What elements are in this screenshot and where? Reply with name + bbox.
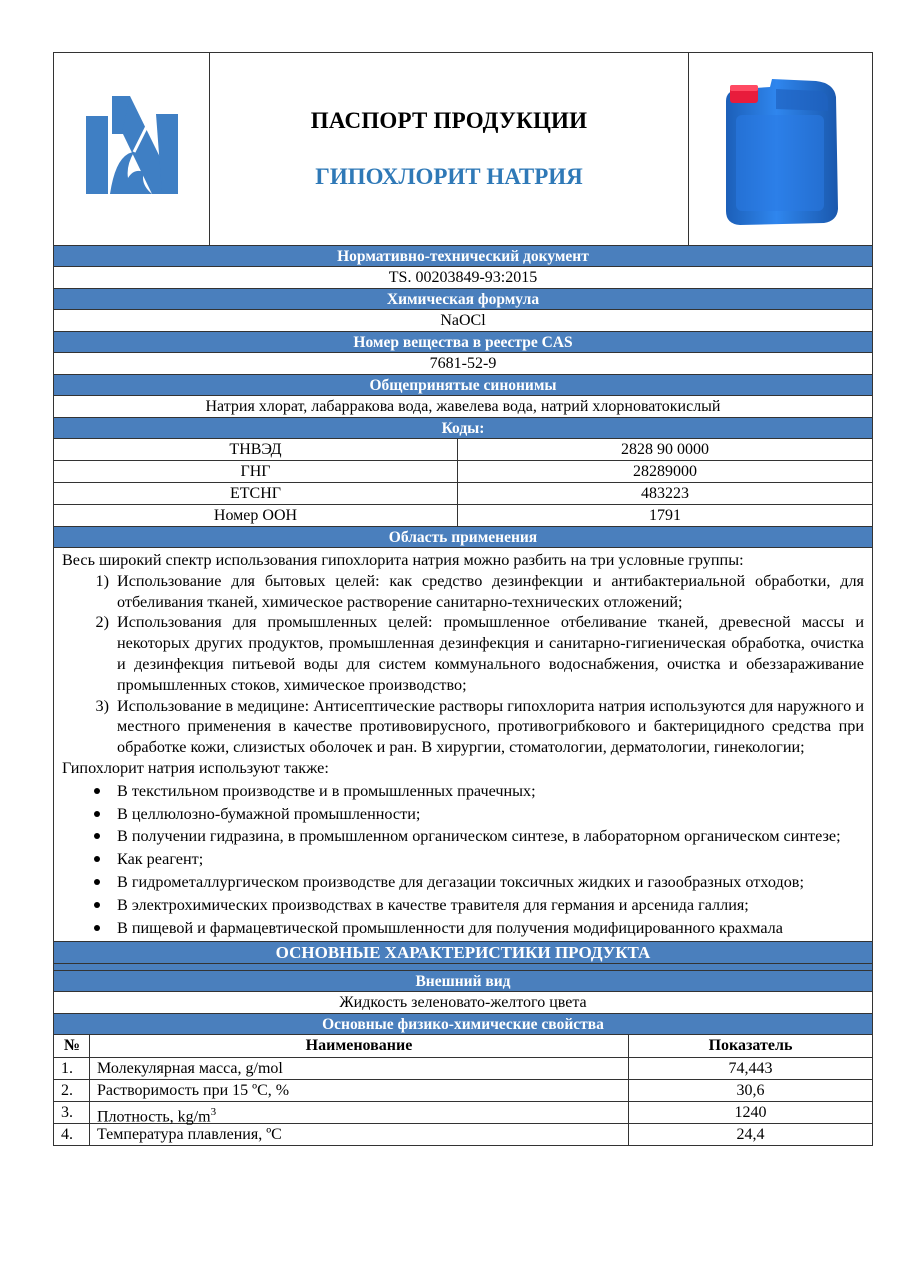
page-title: ПАСПОРТ ПРОДУКЦИИ (310, 108, 588, 133)
application-also: Гипохлорит натрия используют также: (62, 758, 329, 777)
bullet-icon (62, 849, 117, 870)
header-name: Наименование (90, 1035, 629, 1057)
synonyms-label: Общепринятые синонимы (53, 375, 873, 396)
formula-value: NaOCl (53, 310, 873, 332)
row-name: Растворимость при 15 ºС, % (90, 1080, 629, 1101)
synonyms-value: Натрия хлорат, лабарракова вода, жавелева вода, натрий хлорноватокислый (53, 396, 873, 418)
bullet-text: Как реагент; (117, 850, 204, 869)
group-item (62, 612, 864, 695)
passport-page (53, 52, 873, 1146)
group-item (62, 696, 864, 758)
divider-band (53, 964, 873, 971)
group-text: Использование для бытовых целей: как средство дезинфекции и антибактериальной обработки, для отбеливания тканей, химическое растворение санитарно-технических отложений; (117, 571, 864, 611)
row-num: 4. (54, 1124, 90, 1145)
header-value: Показатель (708, 1037, 793, 1055)
bullet-text: В электрохимических производствах в качестве травителя для германия и арсенида галлия; (117, 895, 749, 914)
bullet-icon (62, 872, 117, 893)
company-logo-icon (82, 94, 182, 204)
code-name: ГНГ (54, 461, 458, 482)
code-name: ЕТСНГ (54, 483, 458, 504)
group-marker: 3) (95, 696, 109, 715)
bullet-text: В целлюлозно-бумажной промышленности; (117, 804, 421, 823)
bullet-icon (62, 895, 117, 916)
properties-table (53, 1035, 873, 1146)
bullet-icon (62, 781, 117, 802)
appearance-label: Внешний вид (53, 971, 873, 992)
bullet-item (62, 918, 864, 939)
row-value: 74,443 (728, 1060, 773, 1078)
table-row (54, 1101, 872, 1126)
row-name: Молекулярная масса, g/mol (90, 1058, 629, 1079)
bullet-text: В гидрометаллургическом производстве для дегазации токсичных жидких и газообразных отходов; (117, 872, 804, 891)
header (53, 52, 873, 246)
row-value: 1240 (734, 1104, 767, 1122)
cas-label: Номер вещества в реестре CAS (53, 332, 873, 353)
code-value: 1791 (649, 507, 681, 524)
table-header (54, 1035, 872, 1057)
bullet-icon (62, 918, 117, 939)
bullet-text: В получении гидразина, в промышленном органическом синтезе, в лабораторном органическом синтезе; (117, 827, 841, 846)
table-row (54, 1123, 872, 1145)
cas-value: 7681-52-9 (53, 353, 873, 375)
title-cell (210, 53, 688, 245)
bullet-text: В пищевой и фармацевтической промышленности для получения модифицированного крахмала (117, 918, 783, 937)
product-image-cell (688, 53, 872, 245)
header-num: № (54, 1035, 90, 1057)
bullet-item (62, 826, 864, 847)
code-value: 483223 (641, 485, 689, 502)
code-name: ТНВЭД (54, 439, 458, 460)
table-row (54, 1057, 872, 1079)
code-row (53, 505, 873, 527)
row-name-cell (90, 1102, 629, 1126)
codes-label: Коды: (53, 418, 873, 439)
bullet-item (62, 895, 864, 916)
row-num: 2. (54, 1080, 90, 1101)
row-num: 3. (54, 1102, 90, 1123)
application-intro: Весь широкий спектр использования гипохлорита натрия можно разбить на три условные группы: (62, 551, 744, 569)
code-value: 28289000 (633, 463, 697, 480)
bullet-item (62, 781, 864, 802)
group-item (62, 571, 864, 613)
row-num: 1. (54, 1058, 90, 1079)
bullet-item (62, 804, 864, 825)
code-name: Номер ООН (54, 505, 458, 526)
code-value: 2828 90 0000 (621, 441, 709, 458)
bullet-text: В текстильном производстве и в промышленных прачечных; (117, 781, 536, 800)
code-row (53, 461, 873, 483)
doc-value: TS. 00203849-93:2015 (53, 267, 873, 289)
characteristics-label: ОСНОВНЫЕ ХАРАКТЕРИСТИКИ ПРОДУКТА (53, 942, 873, 964)
row-value: 30,6 (736, 1082, 765, 1100)
row-name-sup: 3 (210, 1106, 217, 1119)
doc-label: Нормативно-технический документ (53, 246, 873, 267)
bullet-item (62, 872, 864, 893)
group-text: Использование в медицине: Антисептические растворы гипохлорита натрия используются для наружного и местного применения в качестве противовирусного, противогрибкового и бактерицидного средства при обработке кожи, слизистых оболочек и ран. В хирургии, стоматологии, дерматологии, гинекологии; (117, 696, 864, 757)
group-marker: 2) (95, 613, 109, 632)
product-title: ГИПОХЛОРИТ НАТРИЯ (315, 164, 583, 189)
logo-cell (54, 53, 210, 245)
row-name: Плотность, kg/m (97, 1108, 211, 1126)
canister-icon (716, 71, 846, 227)
code-row (53, 439, 873, 461)
application-body (53, 548, 873, 942)
properties-label: Основные физико-химические свойства (53, 1014, 873, 1035)
application-label: Область применения (53, 527, 873, 548)
bullet-item (62, 849, 864, 870)
appearance-value: Жидкость зеленовато-желтого цвета (53, 992, 873, 1014)
code-row (53, 483, 873, 505)
group-marker: 1) (95, 571, 109, 590)
bullet-icon (62, 804, 117, 825)
group-text: Использования для промышленных целей: промышленное отбеливание тканей, древесной массы и некоторых других продуктов, промышленная дезинфекция и санитарно-гигиеническая обработка, очистка и дезинфекция питьевой воды для систем коммунального водоснабжения, очистка и обеззараживание промышленных стоков, химическое производство; (117, 613, 864, 694)
row-name: Температура плавления, ºС (90, 1124, 629, 1145)
bullet-icon (62, 826, 117, 847)
row-value: 24,4 (736, 1126, 765, 1144)
table-row (54, 1079, 872, 1101)
formula-label: Химическая формула (53, 289, 873, 310)
